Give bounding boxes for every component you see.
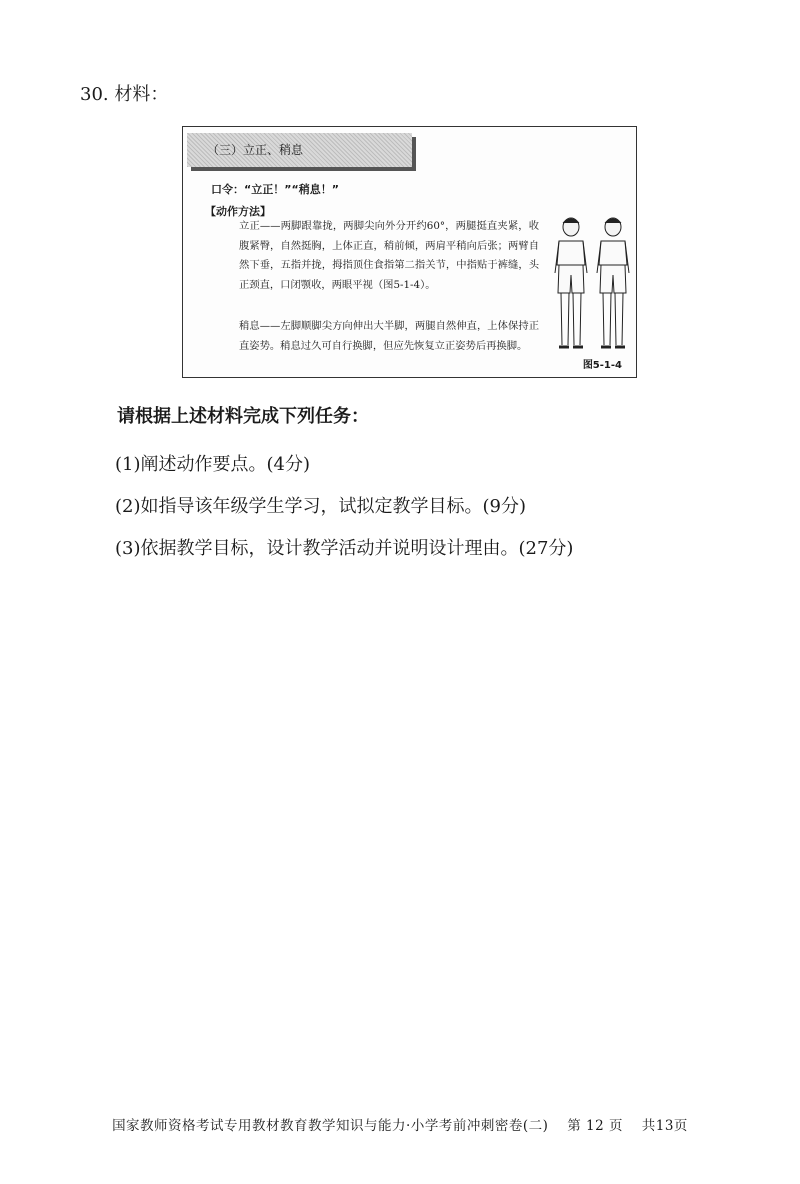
footer-total: 共13页 [641, 1118, 688, 1134]
material-excerpt [182, 126, 637, 378]
footer-title: 国家教师资格考试专用教材教育教学知识与能力·小学考前冲刺密卷(二) [112, 1118, 549, 1134]
figure-caption: 图5-1-4 [582, 360, 622, 371]
question-label: 材料： [114, 84, 169, 105]
figure-right [597, 218, 629, 347]
stand-at-attention-text: 立正——两脚跟靠拢，两脚尖向外分开约60°，两腿挺直夹紧，收腹紧臀，自然挺胸，上体正直，稍前倾，两肩平稍向后张；两臂自然下垂，五指并拢，拇指顶住食指第二指关节，中指贴于裤缝，头正颈直，口闭颚收，两眼平视（图5-1-4）。 [239, 220, 539, 291]
task-intro: 请根据上述材料完成下列任务： [117, 406, 369, 427]
task-item-1: (1)阐述动作要点。(4分) [115, 454, 310, 475]
task-item-3: (3)依据教学目标，设计教学活动并说明设计理由。(27分) [115, 538, 574, 559]
question-heading [80, 80, 168, 106]
command-text: 口令：“立正！”“稍息！” [211, 183, 339, 196]
stand-at-ease-text: 稍息——左脚顺脚尖方向伸出大半脚，两腿自然伸直，上体保持正直姿势。稍息过久可自行换脚，但应先恢复立正姿势后再换脚。 [239, 320, 539, 352]
task-item-2: (2)如指导该年级学生学习，试拟定教学目标。(9分) [115, 496, 526, 517]
page-footer [0, 1114, 800, 1134]
section-title: （三）立正、稍息 [187, 133, 412, 167]
question-number: 30. [80, 84, 109, 105]
standing-figures-illustration [551, 215, 633, 363]
figure-left [555, 218, 587, 347]
method-title: 【动作方法】 [205, 205, 271, 218]
footer-page: 第 12 页 [567, 1118, 623, 1134]
